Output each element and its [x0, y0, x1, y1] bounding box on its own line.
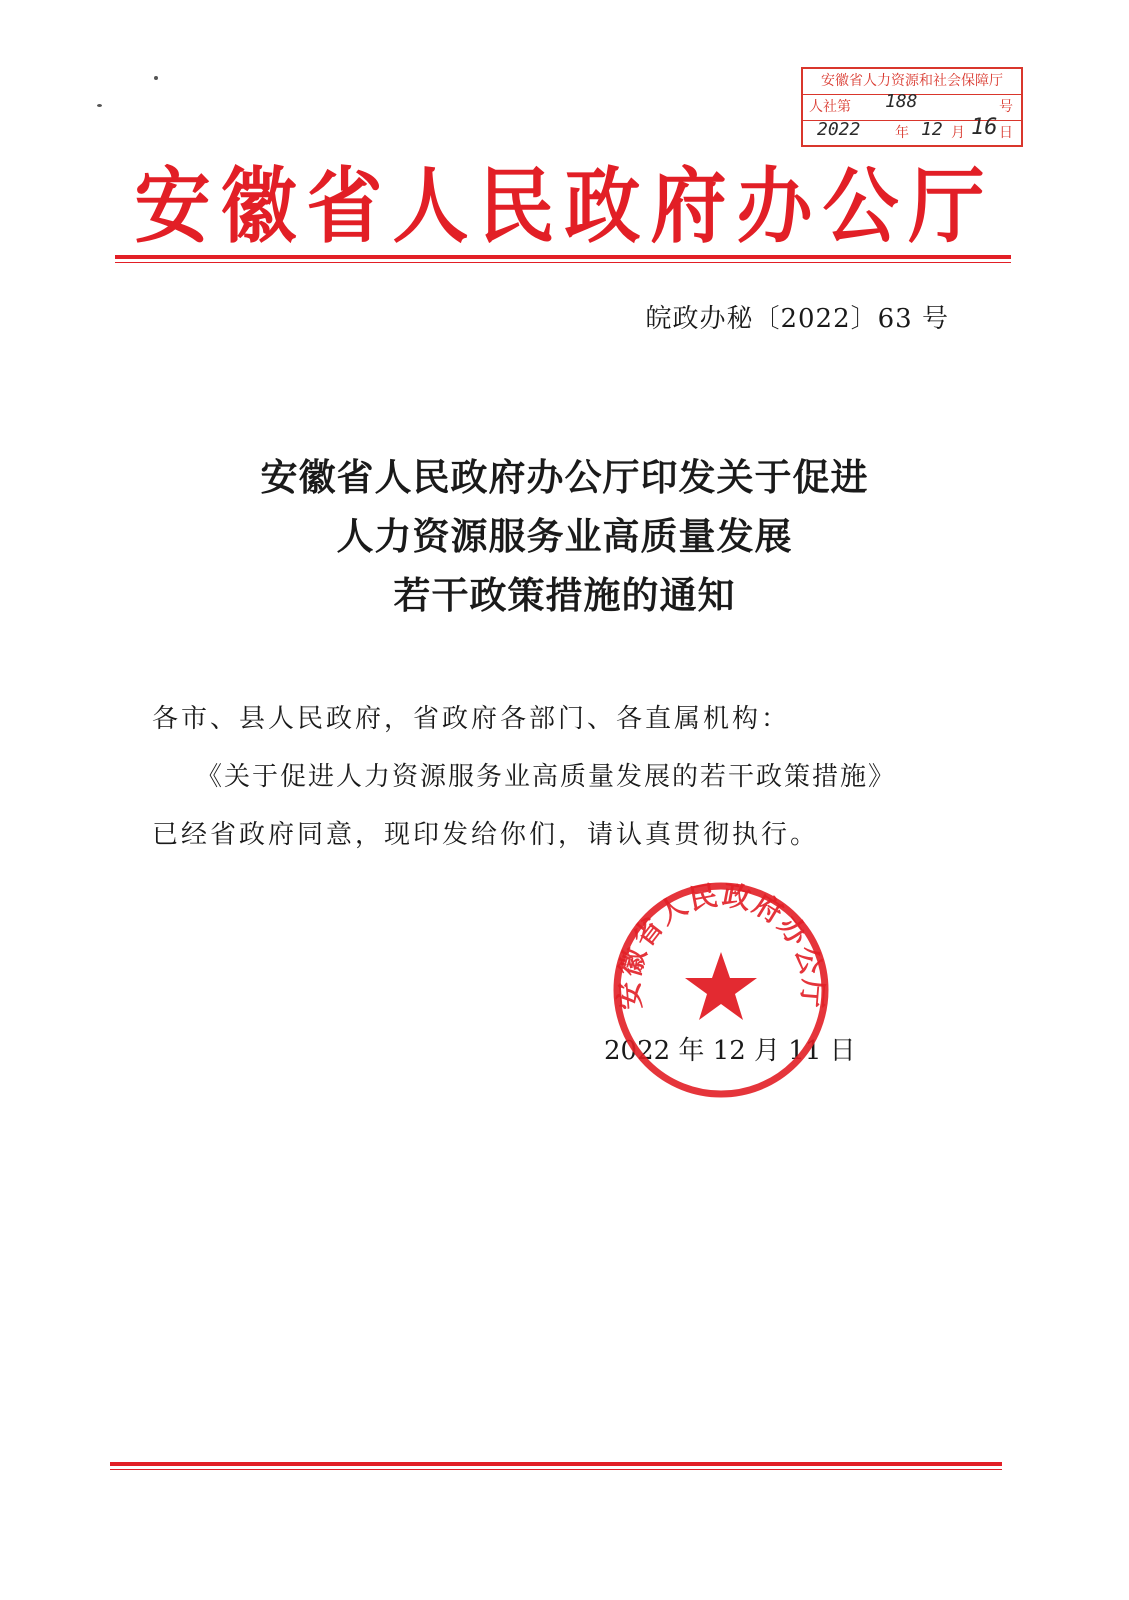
seal-star-icon [685, 952, 757, 1020]
seal-text: 安徽省人民政府办公厅 [612, 880, 830, 1011]
body-paragraph: 《关于促进人力资源服务业高质量发展的若干政策措施》 [196, 762, 897, 792]
document-number: 皖政办秘〔2022〕63 号 [645, 304, 949, 334]
receipt-day-label: 日 [999, 125, 1013, 141]
receipt-number-suffix: 号 [999, 99, 1013, 115]
scan-speck [154, 76, 158, 80]
title-line: 人力资源服务业高质量发展 [336, 514, 793, 558]
masthead-rule-thin [115, 262, 1011, 263]
receipt-month-label: 月 [951, 125, 965, 141]
body-paragraph-continued: 已经省政府同意，现印发给你们，请认真贯彻执行。 [152, 820, 820, 850]
official-seal [611, 880, 831, 1100]
footer-rule-thin [110, 1469, 1002, 1470]
title-line: 安徽省人民政府办公厅印发关于促进 [260, 455, 869, 499]
scan-speck [97, 104, 102, 107]
issue-date: 2022 年 12 月 11 日 [604, 1036, 856, 1066]
receipt-number: 188 [885, 91, 918, 112]
footer-rule [110, 1462, 1002, 1466]
receipt-prefix: 人社第 [809, 99, 851, 115]
receipt-stamp [801, 67, 1023, 147]
receipt-month: 12 [921, 119, 943, 140]
receipt-year: 2022 [817, 119, 861, 140]
title-line: 若干政策措施的通知 [393, 573, 736, 617]
document-title [0, 448, 1129, 625]
document-body [152, 690, 972, 864]
masthead-rule [115, 255, 1011, 259]
receipt-year-label: 年 [895, 125, 909, 141]
receipt-day: 16 [971, 115, 998, 140]
receipt-org: 安徽省人力资源和社会保障厅 [803, 69, 1021, 95]
masthead: 安徽省人民政府办公厅 [134, 157, 995, 255]
addressee: 各市、县人民政府，省政府各部门、各直属机构： [152, 704, 791, 734]
